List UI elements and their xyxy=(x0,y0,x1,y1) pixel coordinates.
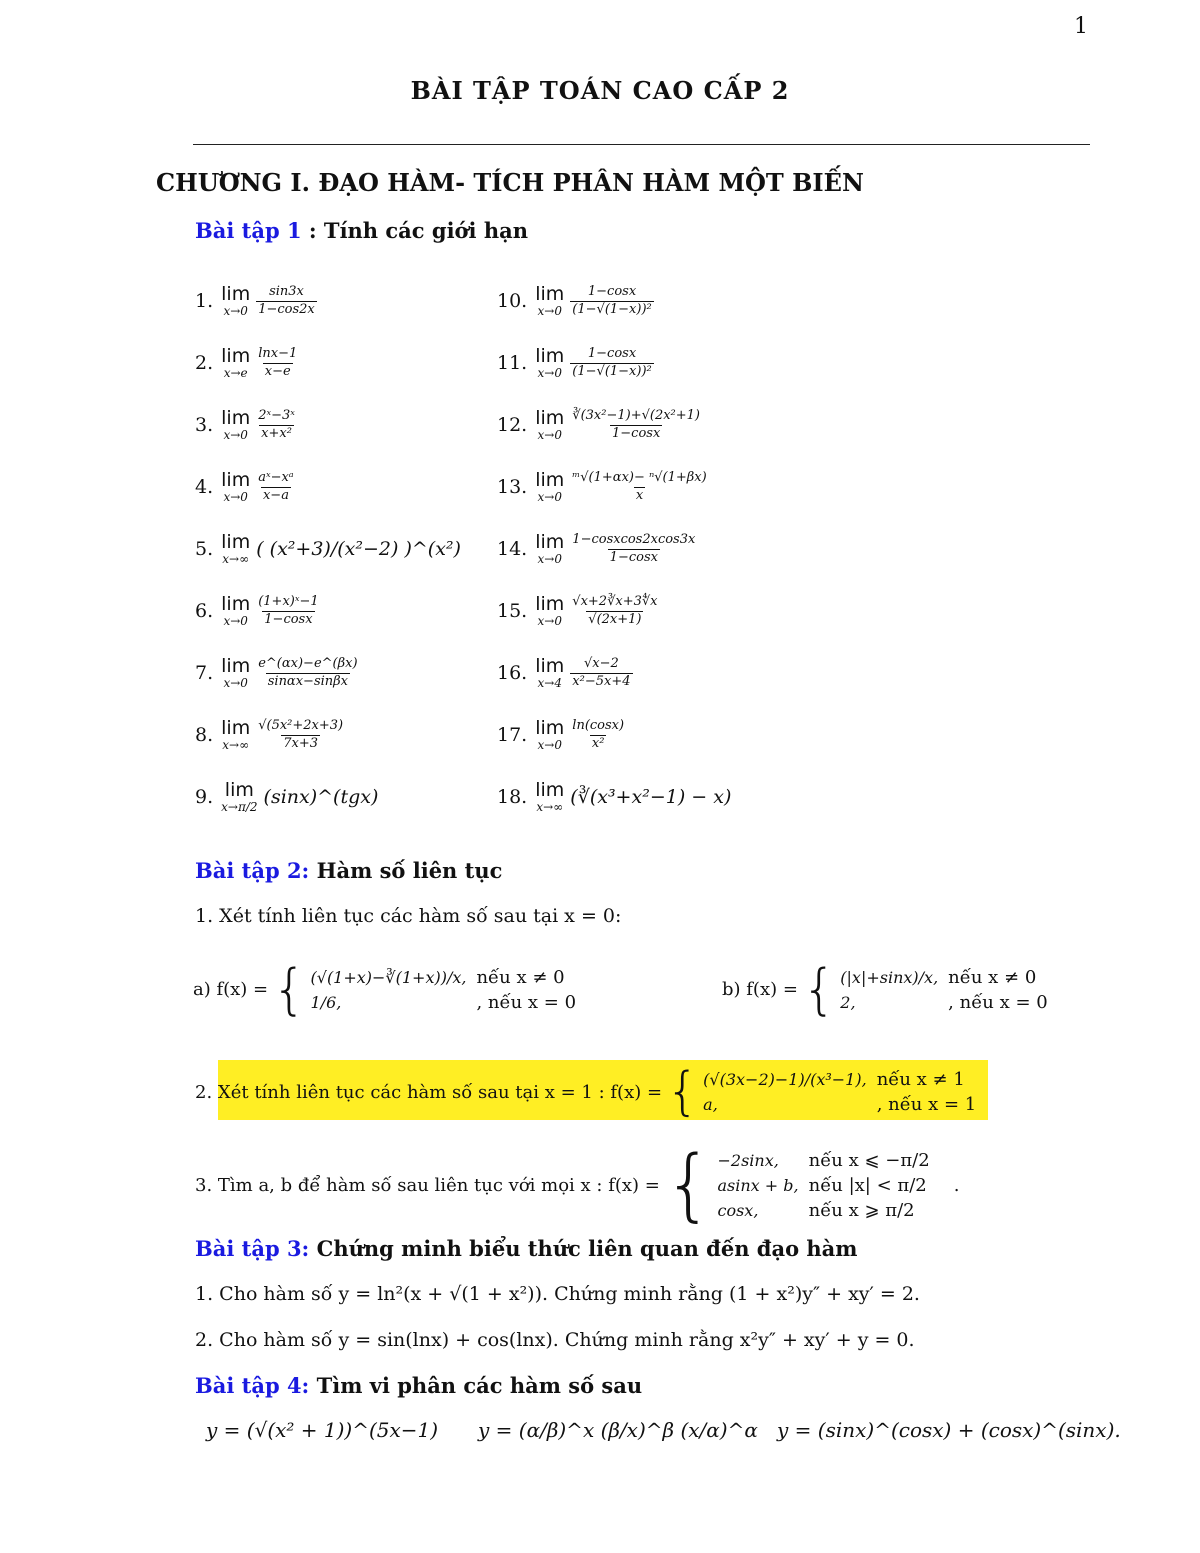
limit-operator: lim x→0 xyxy=(221,407,251,442)
limit-item xyxy=(195,657,360,689)
limit-item xyxy=(195,533,461,565)
limit-subscript: x→0 xyxy=(223,614,248,628)
limit-fraction xyxy=(570,347,653,379)
limit-fraction xyxy=(570,285,653,317)
function-a-case-1: (√(1+x)−∛(1+x))/x, xyxy=(310,967,467,987)
exercise-3-heading xyxy=(195,1236,857,1261)
limit-expression: (∛(x³+x²−1) − x) xyxy=(570,786,732,808)
limit-operator: lim x→∞ xyxy=(221,531,251,566)
limit-expression: ( (x²+3)/(x²−2) )^(x²) xyxy=(256,538,461,560)
limit-subscript: x→∞ xyxy=(536,800,564,814)
function-2-cond-2: , nếu x = 1 xyxy=(876,1094,977,1115)
limit-subscript: x→0 xyxy=(537,614,562,628)
exercise-2-item-3-text: 3. Tìm a, b để hàm số sau liên tục với mọi x : f(x) = xyxy=(195,1174,660,1196)
limit-fraction xyxy=(570,533,697,565)
exercise-3-item-2: 2. Cho hàm số y = sin(lnx) + cos(lnx). Chứng minh rằng x²y″ + xy′ + y = 0. xyxy=(195,1329,915,1351)
limit-number: 5. xyxy=(195,538,214,560)
document-title: BÀI TẬP TOÁN CAO CẤP 2 xyxy=(410,76,790,105)
exercise-1-heading xyxy=(195,218,528,243)
function-a-case-2: 1/6, xyxy=(310,992,342,1012)
fraction-numerator: lnx−1 xyxy=(258,346,298,362)
differential-2: y = (α/β)^x (β/x)^β (x/α)^α xyxy=(478,1418,758,1442)
limit-item xyxy=(497,719,626,751)
limit-item xyxy=(497,409,702,441)
limit-number: 13. xyxy=(497,476,528,498)
function-3-cond-1: nếu x ⩽ −π/2 xyxy=(808,1149,930,1171)
limit-fraction xyxy=(570,471,708,503)
limit-subscript: x→0 xyxy=(223,676,248,690)
exercise-3-title: Chứng minh biểu thức liên quan đến đạo hàm xyxy=(309,1236,858,1261)
limit-number: 9. xyxy=(195,786,214,808)
limit-number: 17. xyxy=(497,724,528,746)
fraction-denominator: x−a xyxy=(262,487,289,503)
function-2-case-1: (√(3x−2)−1)/(x³−1), xyxy=(703,1070,867,1089)
fraction-numerator: 1−cosx xyxy=(587,346,637,362)
fraction-numerator: 1−cosx xyxy=(587,284,637,300)
limit-item xyxy=(195,409,297,441)
function-b-case-1: (|x|+sinx)/x, xyxy=(840,967,939,987)
function-a xyxy=(193,958,576,1021)
limit-fraction xyxy=(256,595,320,627)
brace-icon: { xyxy=(663,1140,714,1230)
limit-number: 10. xyxy=(497,290,528,312)
limit-item xyxy=(497,657,633,689)
limit-subscript: x→∞ xyxy=(222,738,250,752)
function-2-case-2: a, xyxy=(703,1095,718,1114)
fraction-numerator: e^(αx)−e^(βx) xyxy=(258,656,358,672)
page-number: 1 xyxy=(1074,14,1088,39)
exercise-2-item-2 xyxy=(195,1062,976,1122)
limit-number: 1. xyxy=(195,290,214,312)
fraction-numerator: ᵐ√(1+αx)− ⁿ√(1+βx) xyxy=(572,470,707,486)
exercise-2-number: Bài tập 2: xyxy=(195,858,310,883)
fraction-denominator: (1−√(1−x))² xyxy=(572,301,652,317)
exercise-2-item-1: 1. Xét tính liên tục các hàm số sau tại x = 0: xyxy=(195,905,622,927)
brace-icon: { xyxy=(272,958,307,1021)
function-a-cond-1: nếu x ≠ 0 xyxy=(476,966,565,988)
exercise-1-title: : Tính các giới hạn xyxy=(301,218,528,243)
limit-item xyxy=(497,595,659,627)
limit-subscript: x→0 xyxy=(537,304,562,318)
function-3-case-3: cosx, xyxy=(717,1200,759,1220)
limit-subscript: x→π/2 xyxy=(221,800,258,814)
fraction-denominator: x−e xyxy=(264,363,291,379)
function-b-cond-2: , nếu x = 0 xyxy=(948,991,1048,1013)
limit-operator: lim x→0 xyxy=(535,469,565,504)
limit-subscript: x→0 xyxy=(223,304,248,318)
differential-3: y = (sinx)^(cosx) + (cosx)^(sinx). xyxy=(777,1418,1121,1442)
limit-number: 12. xyxy=(497,414,528,436)
limit-item xyxy=(497,471,709,503)
fraction-denominator: 7x+3 xyxy=(283,735,319,751)
fraction-denominator: x xyxy=(635,487,644,503)
fraction-denominator: 1−cosx xyxy=(264,611,313,627)
limit-subscript: x→0 xyxy=(537,428,562,442)
limit-number: 18. xyxy=(497,786,528,808)
limit-fraction xyxy=(256,471,295,503)
limit-number: 6. xyxy=(195,600,214,622)
function-2-cond-1: nếu x ≠ 1 xyxy=(876,1069,965,1090)
limit-fraction xyxy=(256,657,359,689)
limit-item xyxy=(195,347,299,379)
fraction-denominator: x+x² xyxy=(261,425,292,441)
function-b-cond-1: nếu x ≠ 0 xyxy=(948,966,1037,988)
fraction-denominator: 1−cos2x xyxy=(258,301,315,317)
function-b-label: b) f(x) = xyxy=(722,979,798,1000)
limit-fraction xyxy=(570,657,632,689)
fraction-denominator: x² xyxy=(591,735,605,751)
exercise-3-number: Bài tập 3: xyxy=(195,1236,310,1261)
fraction-denominator: x²−5x+4 xyxy=(572,673,631,689)
limit-fraction xyxy=(256,347,299,379)
function-a-label: a) f(x) = xyxy=(193,979,269,1000)
limit-item xyxy=(195,719,345,751)
limit-expression: (sinx)^(tgx) xyxy=(263,786,379,808)
limit-subscript: x→0 xyxy=(537,490,562,504)
function-3-cond-3: nếu x ⩾ π/2 xyxy=(808,1199,915,1221)
limit-item xyxy=(195,595,321,627)
limit-number: 3. xyxy=(195,414,214,436)
limit-item xyxy=(497,347,654,379)
limit-operator: lim x→0 xyxy=(535,407,565,442)
limit-number: 8. xyxy=(195,724,214,746)
fraction-numerator: 1−cosxcos2xcos3x xyxy=(572,532,696,548)
fraction-numerator: sin3x xyxy=(269,284,304,300)
function-a-cond-2: , nếu x = 0 xyxy=(476,991,577,1013)
function-b-cases xyxy=(840,967,1047,1013)
function-b-case-2: 2, xyxy=(840,992,856,1012)
fraction-numerator: √x−2 xyxy=(584,656,619,672)
limit-subscript: x→0 xyxy=(537,366,562,380)
limit-fraction xyxy=(570,719,626,751)
chapter-heading: CHƯƠNG I. ĐẠO HÀM- TÍCH PHÂN HÀM MỘT BIẾN xyxy=(156,168,864,197)
function-2-cases xyxy=(703,1069,976,1115)
exercise-4-number: Bài tập 4: xyxy=(195,1373,310,1398)
limit-subscript: x→∞ xyxy=(222,552,250,566)
limit-subscript: x→0 xyxy=(537,552,562,566)
limit-fraction xyxy=(570,409,702,441)
limit-operator: lim x→π/2 xyxy=(221,779,258,814)
function-3-cases xyxy=(718,1150,930,1221)
limit-operator: lim x→∞ xyxy=(535,779,565,814)
fraction-numerator: ∛(3x²−1)+√(2x²+1) xyxy=(572,408,700,424)
limit-subscript: x→0 xyxy=(223,428,248,442)
fraction-numerator: (1+x)ˣ−1 xyxy=(258,594,319,610)
exercise-2-heading xyxy=(195,858,502,883)
limit-number: 7. xyxy=(195,662,214,684)
fraction-denominator: (1−√(1−x))² xyxy=(572,363,652,379)
limit-fraction xyxy=(256,719,345,751)
exercise-3-item-1: 1. Cho hàm số y = ln²(x + √(1 + x²)). Chứng minh rằng (1 + x²)y″ + xy′ = 2. xyxy=(195,1283,920,1305)
limit-number: 2. xyxy=(195,352,214,374)
limit-subscript: x→0 xyxy=(223,490,248,504)
exercise-1-number: Bài tập 1 xyxy=(195,218,302,243)
limit-number: 4. xyxy=(195,476,214,498)
limit-operator: lim x→e xyxy=(221,345,251,380)
fraction-numerator: 2ˣ−3ˣ xyxy=(258,408,295,424)
limit-operator: lim x→0 xyxy=(221,655,251,690)
limit-number: 16. xyxy=(497,662,528,684)
limit-operator: lim x→0 xyxy=(535,283,565,318)
fraction-denominator: 1−cosx xyxy=(612,425,661,441)
limit-subscript: x→e xyxy=(223,366,248,380)
fraction-numerator: √x+2∛x+3∜x xyxy=(572,594,658,610)
limit-subscript: x→0 xyxy=(537,738,562,752)
fraction-denominator: √(2x+1) xyxy=(588,611,642,627)
title-divider xyxy=(193,144,1090,145)
function-3-case-2: asinx + b, xyxy=(717,1175,799,1195)
limit-fraction xyxy=(256,285,317,317)
function-a-cases xyxy=(311,967,577,1013)
function-3-period: . xyxy=(953,1174,960,1196)
limit-subscript: x→4 xyxy=(537,676,562,690)
function-3-case-1: −2sinx, xyxy=(717,1150,779,1170)
fraction-denominator: sinαx−sinβx xyxy=(267,673,348,689)
function-b xyxy=(722,958,1048,1021)
limit-number: 11. xyxy=(497,352,528,374)
limit-fraction xyxy=(570,595,659,627)
limit-number: 15. xyxy=(497,600,528,622)
limit-operator: lim x→0 xyxy=(535,531,565,566)
fraction-numerator: ln(cosx) xyxy=(572,718,625,734)
limit-operator: lim x→0 xyxy=(221,593,251,628)
limit-item xyxy=(497,781,731,813)
limit-operator: lim x→0 xyxy=(535,717,565,752)
brace-icon: { xyxy=(801,958,837,1021)
exercise-4-title: Tìm vi phân các hàm số sau xyxy=(309,1373,643,1398)
limit-item xyxy=(195,781,378,813)
exercise-2-item-2-text: 2. Xét tính liên tục các hàm số sau tại x = 1 : f(x) = xyxy=(195,1081,663,1103)
limit-operator: lim x→0 xyxy=(221,469,251,504)
limit-operator: lim x→4 xyxy=(535,655,565,690)
fraction-denominator: 1−cosx xyxy=(609,549,658,565)
differential-1: y = (√(x² + 1))^(5x−1) xyxy=(206,1418,439,1442)
fraction-numerator: √(5x²+2x+3) xyxy=(258,718,344,734)
limit-item xyxy=(195,471,296,503)
limit-operator: lim x→0 xyxy=(535,345,565,380)
exercise-2-item-3 xyxy=(195,1140,959,1230)
limit-number: 14. xyxy=(497,538,528,560)
limit-item xyxy=(497,285,654,317)
limit-operator: lim x→∞ xyxy=(221,717,251,752)
fraction-numerator: aˣ−xᵃ xyxy=(258,470,294,486)
limit-item xyxy=(497,533,697,565)
limit-operator: lim x→0 xyxy=(221,283,251,318)
limit-item xyxy=(195,285,317,317)
limit-fraction xyxy=(256,409,297,441)
limit-operator: lim x→0 xyxy=(535,593,565,628)
exercise-4-heading xyxy=(195,1373,642,1398)
exercise-2-title: Hàm số liên tục xyxy=(309,858,503,883)
brace-icon: { xyxy=(666,1062,700,1122)
function-3-cond-2: nếu |x| < π/2 xyxy=(808,1174,927,1196)
